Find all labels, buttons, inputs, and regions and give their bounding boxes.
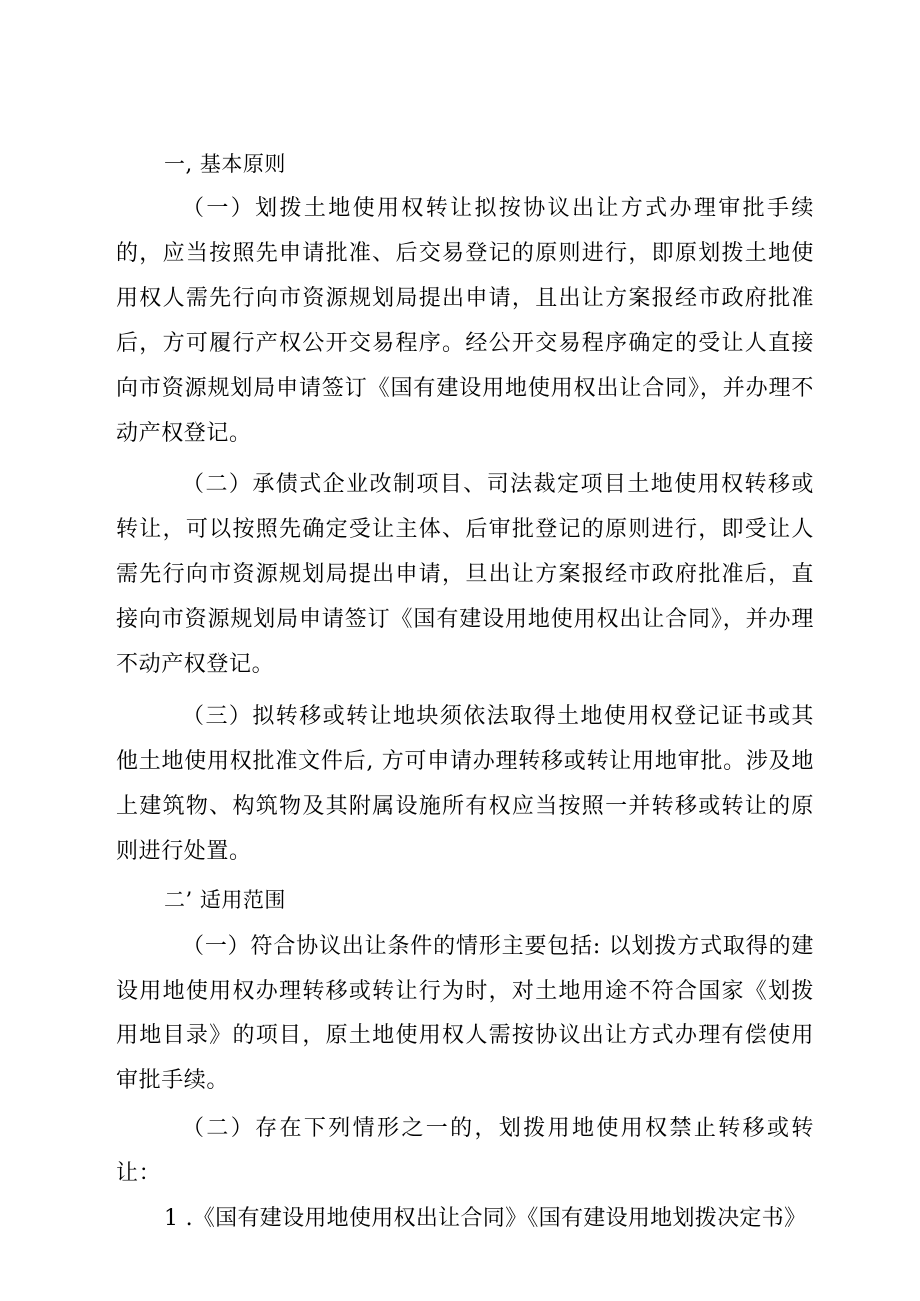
paragraph-principle-2: （二）承债式企业改制项目、司法裁定项目土地使用权转移或转让，可以按照先确定受让主体、后审批登记的原则进行，即受让人需先行向市资源规划局提出申请，旦出让方案报经市政府批准后，直接向市资源规划局申请签订《国有建设用地使用权出让合同》，并办理不动产权登记。 [116,472,814,678]
section-heading-basic-principles: 一, 基本原则 [164,152,286,176]
document-body [116,142,814,1241]
section-heading-scope: 二’ 适用范围 [164,887,286,912]
paragraph-principle-1: （一）划拨土地使用权转让拟按协议出让方式办理审批手续的，应当按照先申请批准、后交易登记的原则进行，即原划拨土地使用权人需先行向市资源规划局提出申请，且出让方案报经市政府批准后，方可履行产权公开交易程序。经公开交易程序确定的受让人直接向市资源规划局申请签订《国有建设用地使用权出让合同》，并办理不动产权登记。 [116,196,814,446]
paragraph-scope-2: （二）存在下列情形之一的，划拨用地使用权禁止转移或转让： [116,1116,814,1187]
paragraph-scope-1: （一）符合协议出让条件的情形主要包括: 以划拨方式取得的建设用地使用权办理转移或转让行为时，对土地用途不符合国家《划拨用地目录》的项目，原土地使用权人需按协议出让方式办理有偿使用审批手续。 [116,933,814,1094]
paragraph-principle-3: （三）拟转移或转让地块须依法取得土地使用权登记证书或其他土地使用权批准文件后, 方可申请办理转移或转让用地审批。涉及地上建筑物、构筑物及其附属设施所有权应当按照一并转移或转让的原则进行处置。 [116,703,814,864]
list-item-1: 1 .《国有建设用地使用权出让合同》《国有建设用地划拨决定书》 [164,1206,807,1232]
